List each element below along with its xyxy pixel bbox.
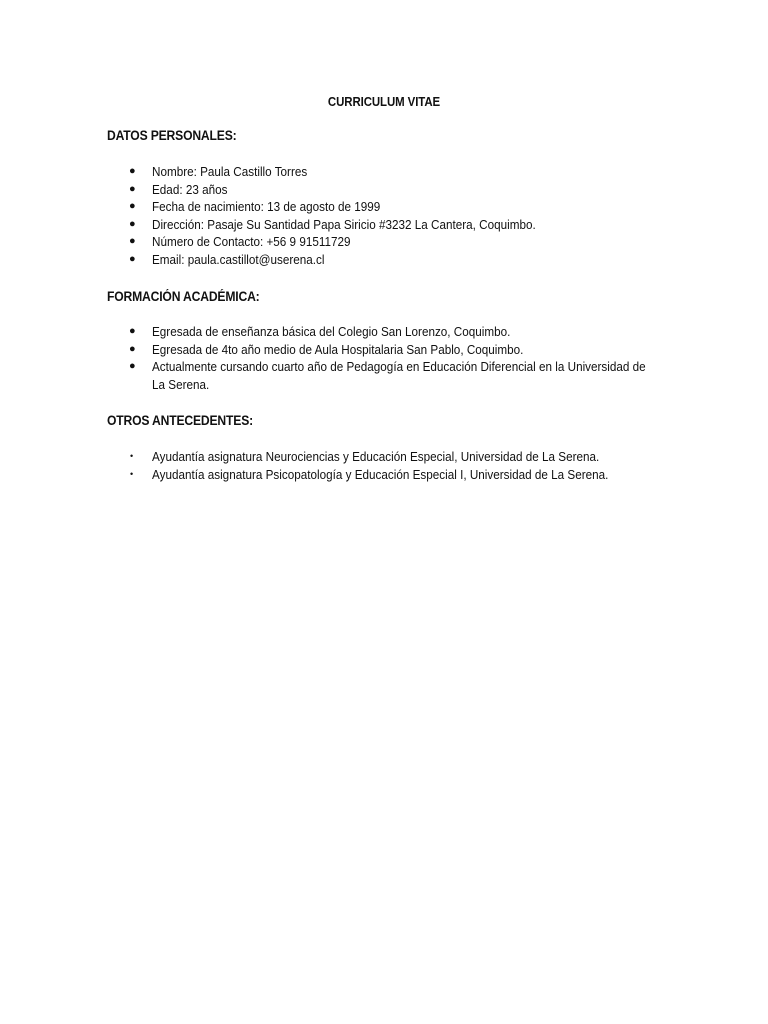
personal-email: Email: paula.castillot@userena.cl	[152, 251, 325, 267]
list-item	[0, 323, 768, 341]
other-background-list	[0, 448, 768, 483]
personal-age: Edad: 23 años	[152, 181, 228, 197]
list-item	[0, 251, 768, 269]
list-item	[0, 163, 768, 181]
bullet-icon: ●	[129, 217, 136, 230]
list-item	[0, 181, 768, 199]
personal-name: Nombre: Paula Castillo Torres	[152, 164, 308, 179]
list-item	[0, 233, 768, 251]
personal-birthdate: Fecha de nacimiento: 13 de agosto de 1999	[152, 199, 381, 215]
other-item-psycho: Ayudantía asignatura Psicopatología y Educación Especial I, Universidad de La Serena.	[152, 466, 609, 482]
list-item	[0, 216, 768, 234]
bullet-icon: ●	[129, 200, 136, 213]
bullet-icon: ●	[129, 182, 136, 195]
bullet-icon: •	[130, 451, 134, 461]
education-item-basic: Egresada de enseñanza básica del Colegio San Lorenzo, Coquimbo.	[152, 324, 511, 339]
bullet-icon: ●	[129, 342, 136, 355]
education-item-university: Actualmente cursando cuarto año de Pedagogía en Educación Diferencial en la Universidad de La Serena.	[152, 359, 646, 392]
education-list	[0, 323, 768, 393]
list-item	[0, 466, 768, 484]
bullet-icon: ●	[129, 325, 136, 337]
list-item	[0, 358, 768, 393]
section-heading-personal: DATOS PERSONALES:	[107, 128, 237, 143]
document-title: CURRICULUM VITAE	[327, 94, 441, 109]
other-item-neuro: Ayudantía asignatura Neurociencias y Educación Especial, Universidad de La Serena.	[152, 449, 600, 464]
bullet-icon: •	[130, 468, 134, 479]
list-item	[0, 448, 768, 466]
list-item	[0, 341, 768, 359]
list-item	[0, 198, 768, 216]
section-heading-other: OTROS ANTECEDENTES:	[107, 413, 253, 428]
bullet-icon: ●	[129, 252, 136, 265]
personal-address: Dirección: Pasaje Su Santidad Papa Siricio #3232 La Cantera, Coquimbo.	[152, 216, 536, 232]
personal-phone: Número de Contacto: +56 9 91511729	[152, 234, 351, 250]
section-heading-education: FORMACIÓN ACADÉMICA:	[107, 289, 260, 304]
bullet-icon: ●	[129, 360, 136, 373]
bullet-icon: ●	[129, 235, 136, 248]
education-item-secondary: Egresada de 4to año medio de Aula Hospitalaria San Pablo, Coquimbo.	[152, 341, 524, 357]
bullet-icon: ●	[129, 165, 136, 177]
personal-data-list	[0, 163, 768, 269]
